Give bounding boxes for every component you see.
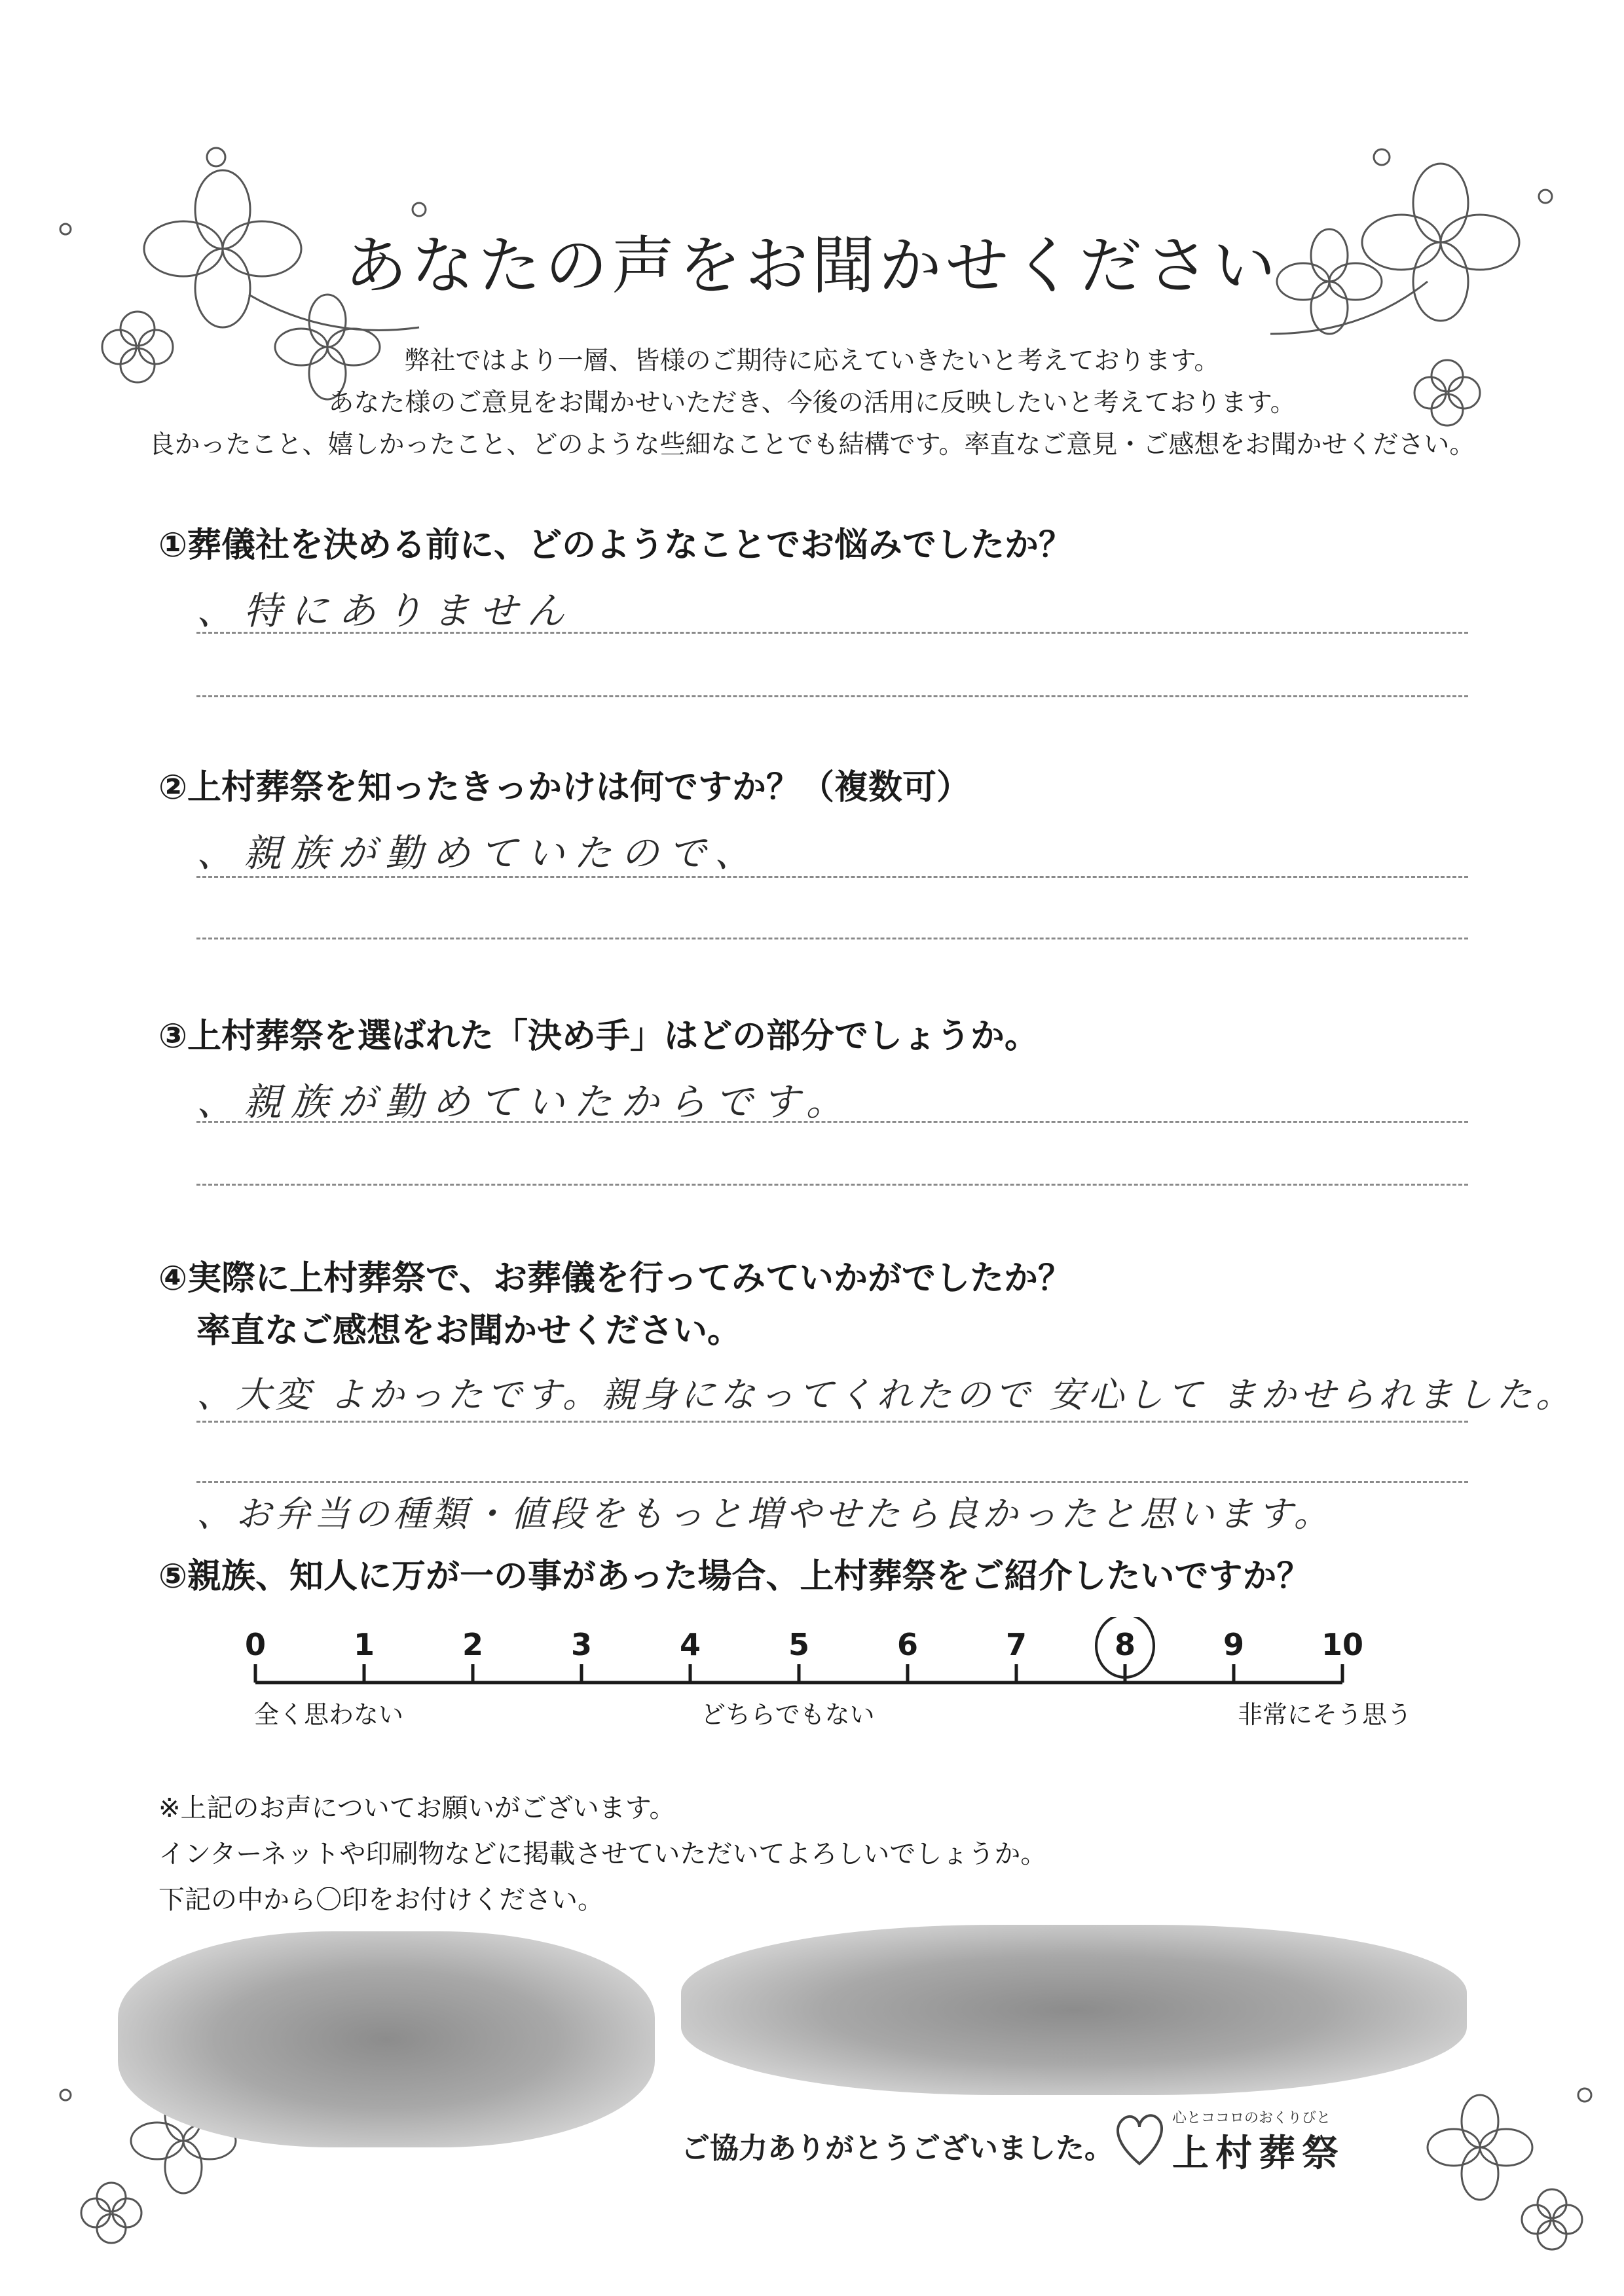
intro-line-2: あなた様のご意見をお聞かせいただき、今後の活用に反映したいと考えております。 bbox=[328, 388, 1296, 418]
scale-tick-label[interactable]: 5 bbox=[788, 1627, 810, 1662]
thank-you-message: ご協力ありがとうございました。 bbox=[681, 2132, 1113, 2165]
publication-note-3: 下記の中から〇印をお付けください。 bbox=[158, 1885, 604, 1915]
answer-line bbox=[196, 1481, 1468, 1483]
intro-line-3: 良かったこと、嬉しかったこと、どのような些細なことでも結構です。率直なご意見・ご感想をお聞かせください。 bbox=[149, 430, 1475, 460]
scale-high-label: 非常にそう思う bbox=[1238, 1700, 1412, 1729]
publication-note-1: ※上記のお声についてお願いがございます。 bbox=[158, 1793, 676, 1823]
question-4-answer-2[interactable]: 、お弁当の種類・値段をもっと増やせたら良かったと思います。 bbox=[196, 1493, 1333, 1535]
question-4-label-2: 率直なご感想をお聞かせください。 bbox=[196, 1311, 742, 1351]
question-4-answer-1[interactable]: 、大変 よかったです。親身になってくれたので 安心して まかせられました。 bbox=[196, 1374, 1576, 1415]
answer-line bbox=[196, 695, 1468, 697]
scale-tick-label[interactable]: 2 bbox=[462, 1627, 484, 1662]
redacted-consent-area-right bbox=[681, 1925, 1467, 2095]
question-1-answer-1[interactable]: 、特にありません bbox=[196, 589, 574, 633]
redacted-consent-area-left bbox=[118, 1931, 655, 2147]
answer-line bbox=[196, 876, 1468, 878]
scale-low-label: 全く思わない bbox=[254, 1700, 404, 1729]
scale-tick-label[interactable]: 0 bbox=[244, 1627, 267, 1662]
scale-mid-label: どちらでもない bbox=[701, 1700, 875, 1729]
answer-line bbox=[196, 938, 1468, 939]
publication-note-2: インターネットや印刷物などに掲載させていただいてよろしいでしょうか。 bbox=[158, 1839, 1047, 1869]
page-title: あなたの声をお聞かせください bbox=[344, 229, 1280, 302]
scale-tick-label[interactable]: 9 bbox=[1223, 1627, 1245, 1662]
question-3-answer-1[interactable]: 、親族が勤めていたからです。 bbox=[196, 1080, 853, 1124]
brand-tagline: 心とココロのおくりびと bbox=[1172, 2110, 1331, 2126]
question-3-label: ③上村葬祭を選ばれた「決め手」はどの部分でしょうか。 bbox=[158, 1017, 1039, 1056]
question-2-label: ②上村葬祭を知ったきっかけは何ですか？（複数可） bbox=[158, 768, 971, 807]
answer-line bbox=[196, 1421, 1468, 1423]
heart-logo-icon bbox=[1110, 2105, 1169, 2170]
scale-tick-label[interactable]: 4 bbox=[679, 1627, 701, 1662]
scale-tick-label[interactable]: 7 bbox=[1005, 1627, 1027, 1662]
question-4-label: ④実際に上村葬祭で、お葬儀を行ってみていかがでしたか？ bbox=[158, 1259, 1072, 1298]
scale-tick-label[interactable]: 1 bbox=[353, 1627, 375, 1662]
answer-line bbox=[196, 1121, 1468, 1123]
scale-tick-label[interactable]: 6 bbox=[896, 1627, 919, 1662]
scale-tick-label[interactable]: 10 bbox=[1321, 1627, 1364, 1662]
clover-decoration-bottom-right bbox=[1362, 2075, 1598, 2272]
answer-line bbox=[196, 1184, 1468, 1186]
question-1-label: ①葬儀社を決める前に、どのようなことでお悩みでしたか？ bbox=[158, 526, 1073, 565]
answer-line bbox=[196, 632, 1468, 634]
scale-tick-label[interactable]: 8 bbox=[1114, 1627, 1136, 1662]
scale-tick-label[interactable]: 3 bbox=[570, 1627, 593, 1662]
intro-line-1: 弊社ではより一層、皆様のご期待に応えていきたいと考えております。 bbox=[404, 346, 1220, 376]
question-5-label: ⑤親族、知人に万が一の事があった場合、上村葬祭をご紹介したいですか？ bbox=[158, 1557, 1311, 1596]
question-2-answer-1[interactable]: 、親族が勤めていたので、 bbox=[196, 831, 762, 875]
brand-name: 上村葬祭 bbox=[1172, 2132, 1345, 2175]
